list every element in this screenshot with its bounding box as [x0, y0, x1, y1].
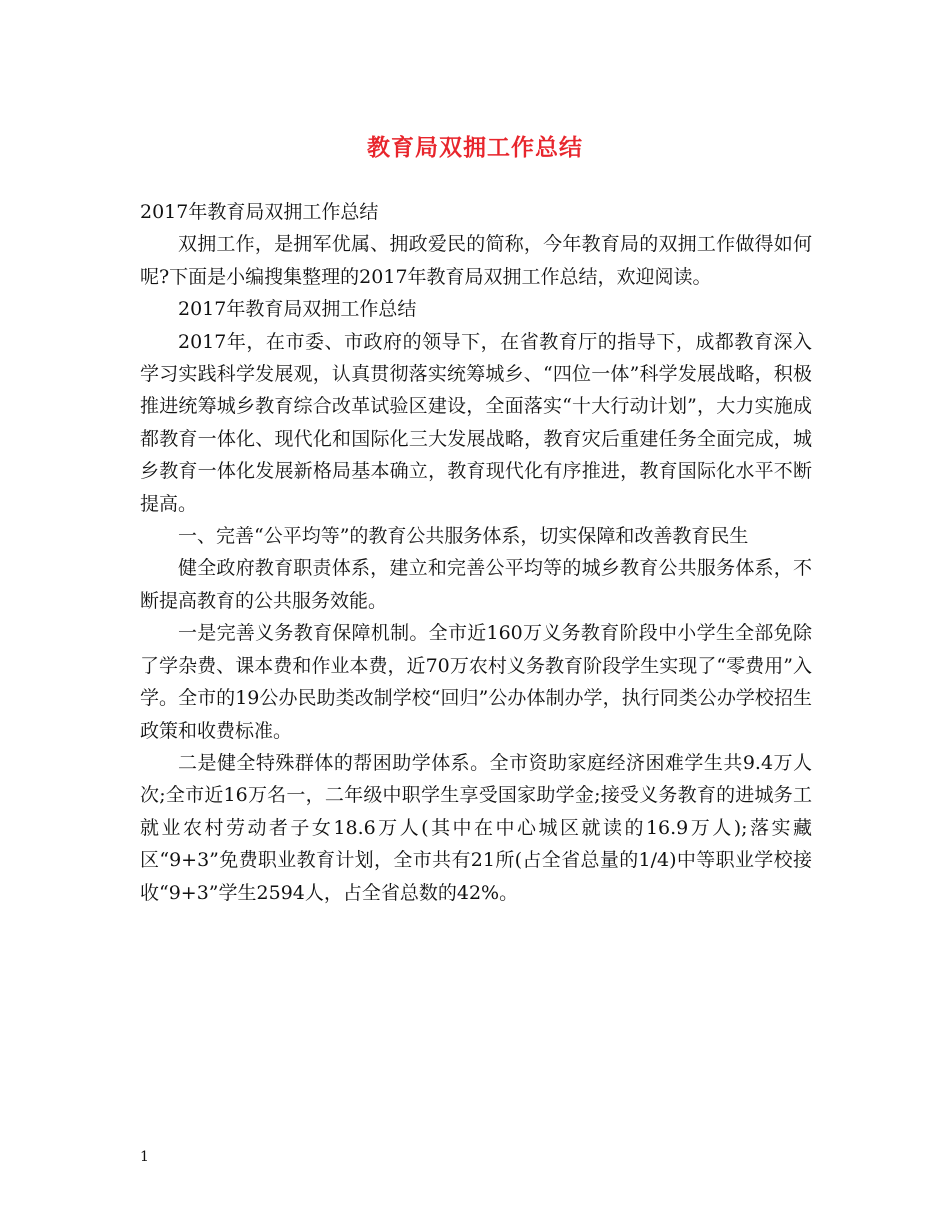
subtitle-paragraph: 2017年教育局双拥工作总结 [140, 201, 379, 223]
section-heading-paragraph: 2017年教育局双拥工作总结 [178, 298, 417, 321]
document-title: 教育局双拥工作总结 [367, 134, 583, 161]
document-body [140, 196, 812, 909]
point-two-paragraph: 二是健全特殊群体的帮困助学体系。全市资助家庭经济困难学生共9.4万人次;全市近16万名一，二年级中职学生享受国家助学金;接受义务教育的进城务工就业农村劳动者子女18.6万人(其中在中心城区就读的16.9万人);落实藏区“9+3”免费职业教育计划，全市共有21所(占全省总量的1/4)中等职业学校接收“9+3”学生2594人，占全省总数的42%。 [140, 751, 812, 904]
service-system-paragraph: 健全政府教育职责体系，建立和完善公平均等的城乡教育公共服务体系，不断提高教育的公共服务效能。 [140, 557, 812, 612]
page-number: 1 [140, 1149, 149, 1165]
point-one-paragraph: 一是完善义务教育保障机制。全市近160万义务教育阶段中小学生全部免除了学杂费、课本费和作业本费，近70万农村义务教育阶段学生实现了“零费用”入学。全市的19公办民助类改制学校“回归”公办体制办学，执行同类公办学校招生政策和收费标准。 [140, 622, 812, 742]
overview-paragraph: 2017年，在市委、市政府的领导下，在省教育厅的指导下，成都教育深入学习实践科学发展观，认真贯彻落实统筹城乡、“四位一体”科学发展战略，积极推进统筹城乡教育综合改革试验区建设，全面落实“十大行动计划”，大力实施成都教育一体化、现代化和国际化三大发展战略，教育灾后重建任务全面完成，城乡教育一体化发展新格局基本确立，教育现代化有序推进，教育国际化水平不断提高。 [140, 330, 812, 515]
heading-one-paragraph: 一、完善“公平均等”的教育公共服务体系，切实保障和改善教育民生 [178, 525, 749, 548]
intro-paragraph: 双拥工作，是拥军优属、拥政爱民的简称，今年教育局的双拥工作做得如何呢?下面是小编搜集整理的2017年教育局双拥工作总结，欢迎阅读。 [140, 233, 812, 288]
